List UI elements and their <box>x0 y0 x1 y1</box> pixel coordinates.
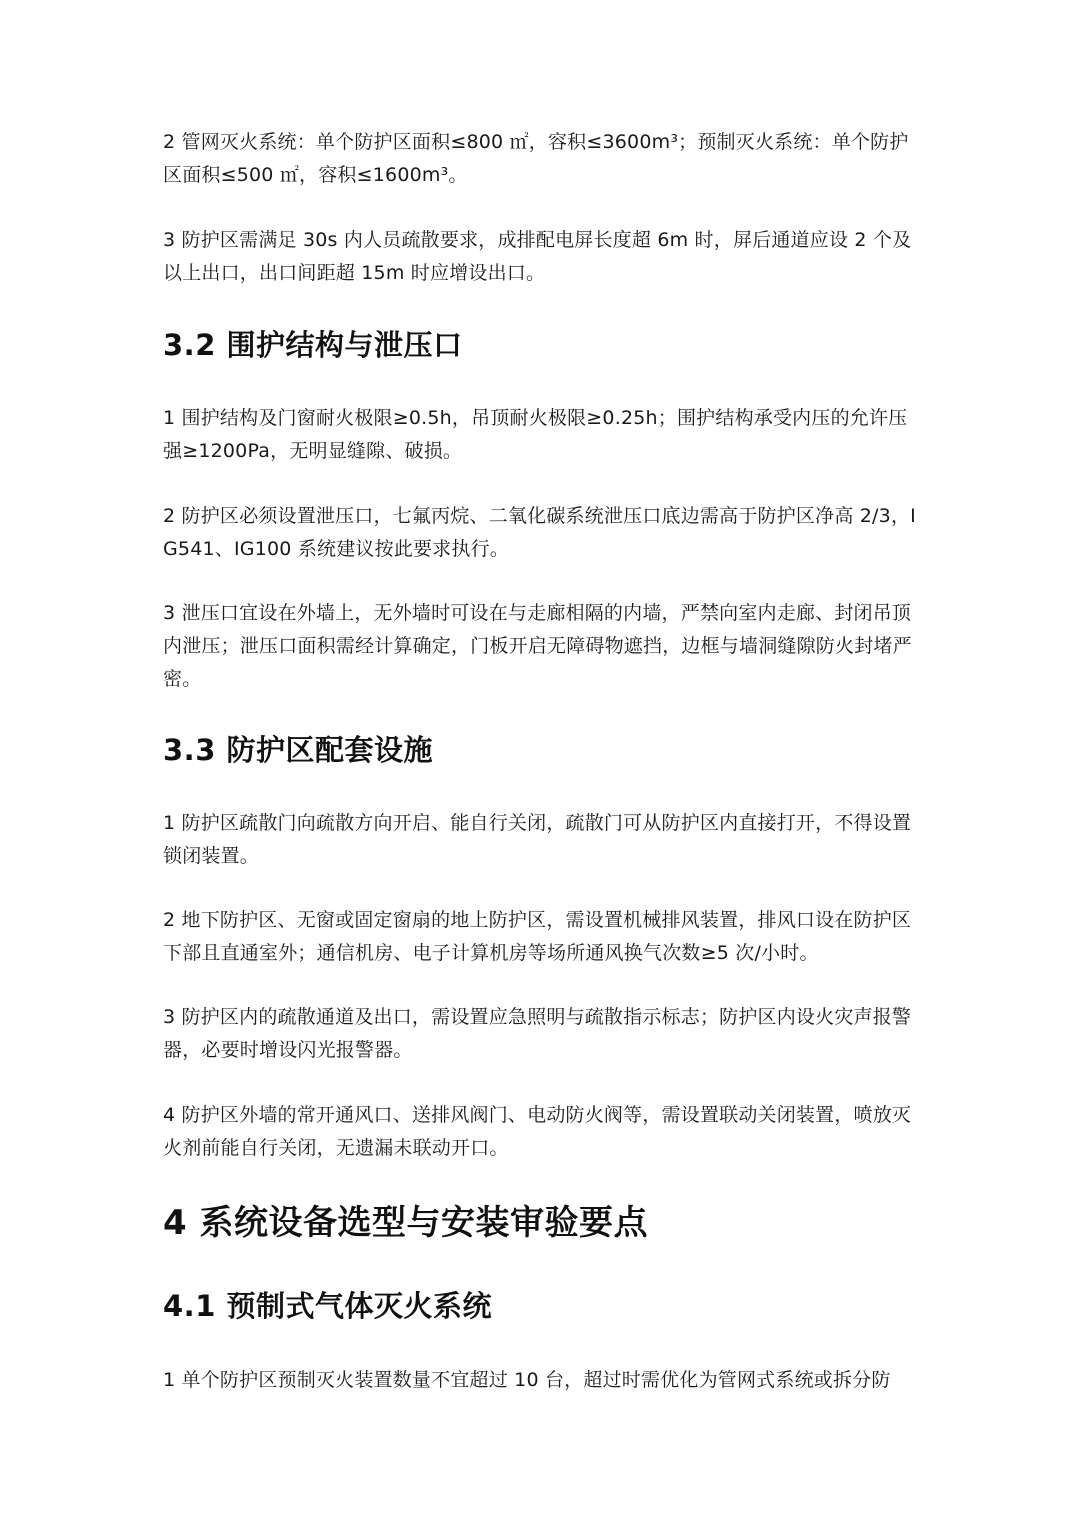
heading-3-3: 3.3 防护区配套设施 <box>163 733 433 767</box>
paragraph-3-1-item-3: 3 防护区需满足 30s 内人员疏散要求，成排配电屏长度超 6m 时，屏后通道应设 2 个及以上出口，出口间距超 15m 时应增设出口。 <box>163 229 912 284</box>
paragraph-4-1-item-1: 1 单个防护区预制灭火装置数量不宜超过 10 台，超过时需优化为管网式系统或拆分防 <box>163 1369 891 1391</box>
paragraph-3-3-item-1: 1 防护区疏散门向疏散方向开启、能自行关闭，疏散门可从防护区内直接打开，不得设置锁闭装置。 <box>163 812 912 867</box>
paragraph-3-3-item-4: 4 防护区外墙的常开通风口、送排风阀门、电动防火阀等，需设置联动关闭装置，喷放灭火剂前能自行关闭，无遗漏未联动开口。 <box>163 1104 912 1159</box>
heading-4: 4 系统设备选型与安装审验要点 <box>163 1203 648 1243</box>
heading-4-1: 4.1 预制式气体灭火系统 <box>163 1289 492 1323</box>
paragraph-3-2-item-2: 2 防护区必须设置泄压口，七氟丙烷、二氧化碳系统泄压口底边需高于防护区净高 2/3，IG541、IG100 系统建议按此要求执行。 <box>163 505 916 560</box>
paragraph-3-2-item-3: 3 泄压口宜设在外墙上，无外墙时可设在与走廊相隔的内墙，严禁向室内走廊、封闭吊顶内泄压；泄压口面积需经计算确定，门板开启无障碍物遮挡，边框与墙洞缝隙防火封堵严密。 <box>163 602 912 690</box>
paragraph-3-3-item-3: 3 防护区内的疏散通道及出口，需设置应急照明与疏散指示标志；防护区内设火灾声报警器，必要时增设闪光报警器。 <box>163 1006 912 1061</box>
paragraph-3-3-item-2: 2 地下防护区、无窗或固定窗扇的地上防护区，需设置机械排风装置，排风口设在防护区下部且直通室外；通信机房、电子计算机房等场所通风换气次数≥5 次/小时。 <box>163 909 912 964</box>
paragraph-3-2-item-1: 1 围护结构及门窗耐火极限≥0.5h，吊顶耐火极限≥0.25h；围护结构承受内压的允许压强≥1200Pa，无明显缝隙、破损。 <box>163 407 908 462</box>
heading-3-2: 3.2 围护结构与泄压口 <box>163 328 463 362</box>
paragraph-3-1-item-2: 2 管网灭火系统：单个防护区面积≤800 ㎡，容积≤3600m³；预制灭火系统：单个防护区面积≤500 ㎡，容积≤1600m³。 <box>163 131 909 186</box>
